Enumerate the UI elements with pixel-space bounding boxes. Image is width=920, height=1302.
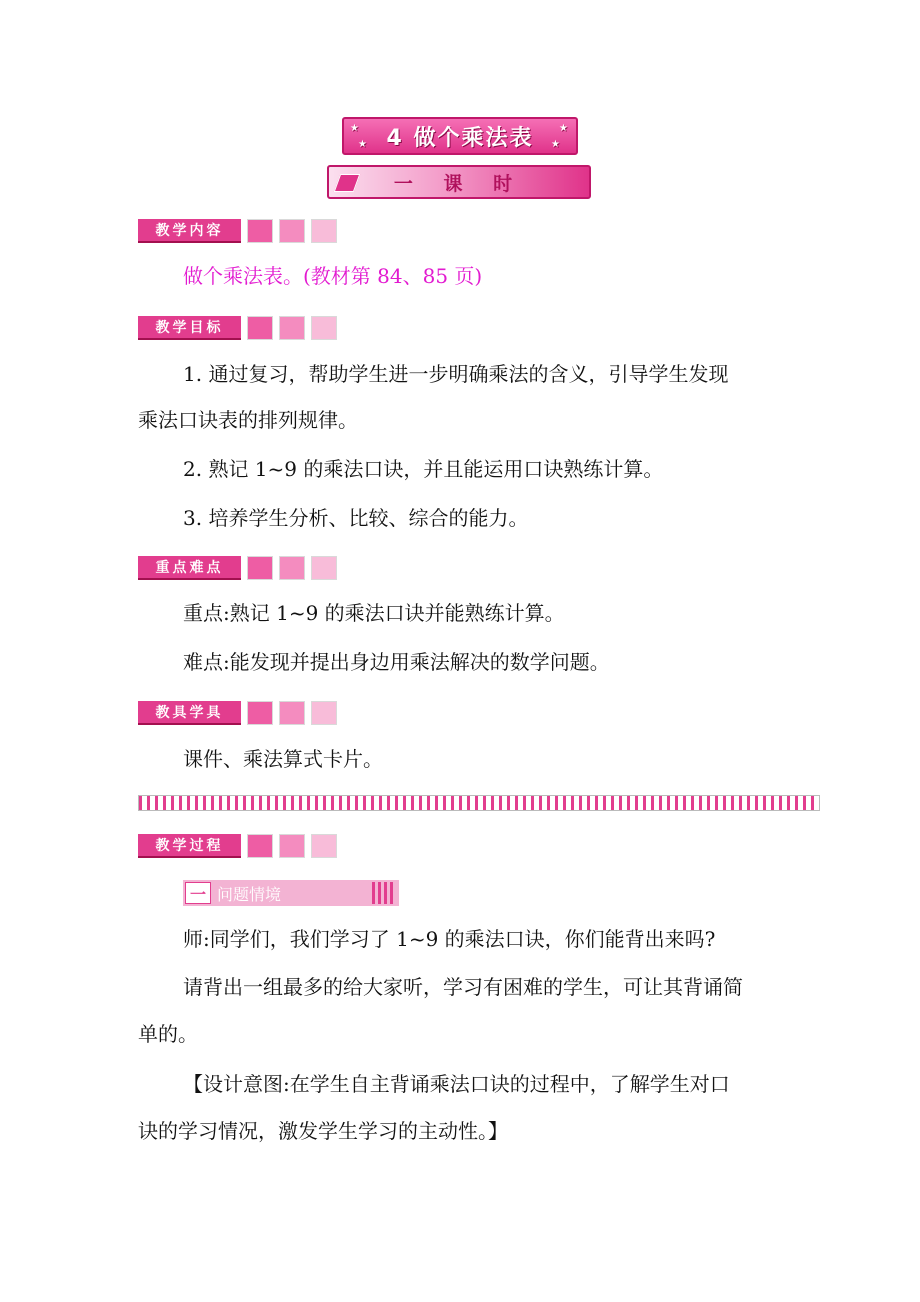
decor-square — [279, 701, 305, 725]
process-line: 单的。 — [138, 1022, 198, 1046]
difficulty-point: 难点:能发现并提出身边用乘法解决的数学问题。 — [183, 650, 610, 674]
goal-line: 2. 熟记 1~9 的乘法口诀，并且能运用口诀熟练计算。 — [183, 457, 664, 481]
key-point: 重点:熟记 1~9 的乘法口诀并能熟练计算。 — [183, 601, 565, 625]
star-icon: ★ — [358, 139, 369, 150]
design-intent-line: 诀的学习情况，激发学生学习的主动性。】 — [138, 1119, 508, 1143]
subsection-title: 问题情境 — [217, 884, 282, 904]
tab-decoration-icon — [334, 174, 361, 192]
decor-square — [247, 701, 273, 725]
content-text: 做个乘法表。(教材第 84、85 页) — [183, 264, 483, 288]
subsection-number: 一 — [185, 882, 211, 904]
process-line: 师:同学们，我们学习了 1~9 的乘法口诀，你们能背出来吗? — [183, 927, 716, 951]
design-intent-line: 【设计意图:在学生自主背诵乘法口诀的过程中，了解学生对口 — [183, 1072, 730, 1096]
section-header-goals — [138, 315, 337, 341]
goal-line: 3. 培养学生分析、比较、综合的能力。 — [183, 506, 529, 530]
decor-square — [247, 556, 273, 580]
decor-square — [247, 316, 273, 340]
decor-square — [279, 219, 305, 243]
decor-square — [279, 834, 305, 858]
goal-line: 1. 通过复习，帮助学生进一步明确乘法的含义，引导学生发现 — [183, 362, 729, 386]
section-label: 教学目标 — [138, 316, 241, 340]
section-label: 教具学具 — [138, 701, 241, 725]
decor-square — [311, 701, 337, 725]
star-icon: ★ — [559, 123, 570, 134]
section-header-key — [138, 555, 337, 581]
lesson-label: 一 课 时 — [393, 172, 525, 195]
section-label: 教学过程 — [138, 834, 241, 858]
title-banner — [342, 117, 578, 155]
decor-square — [279, 316, 305, 340]
divider — [138, 795, 820, 811]
lesson-banner — [327, 165, 591, 199]
section-label: 重点难点 — [138, 556, 241, 580]
decor-square — [247, 219, 273, 243]
decor-square — [279, 556, 305, 580]
decor-square — [311, 834, 337, 858]
page-title: 4 做个乘法表 — [386, 125, 534, 151]
decor-square — [311, 316, 337, 340]
section-header-tools — [138, 700, 337, 726]
star-icon: ★ — [551, 139, 562, 150]
section-header-content — [138, 218, 337, 244]
bars-decoration-icon — [372, 882, 393, 904]
section-header-process — [138, 833, 337, 859]
subsection-header — [183, 880, 399, 906]
goal-line: 乘法口诀表的排列规律。 — [138, 408, 358, 432]
decor-square — [311, 556, 337, 580]
tools-text: 课件、乘法算式卡片。 — [183, 747, 383, 771]
decor-square — [247, 834, 273, 858]
process-line: 请背出一组最多的给大家听，学习有困难的学生，可让其背诵简 — [183, 975, 743, 999]
decor-square — [311, 219, 337, 243]
star-icon: ★ — [350, 123, 361, 134]
section-label: 教学内容 — [138, 219, 241, 243]
